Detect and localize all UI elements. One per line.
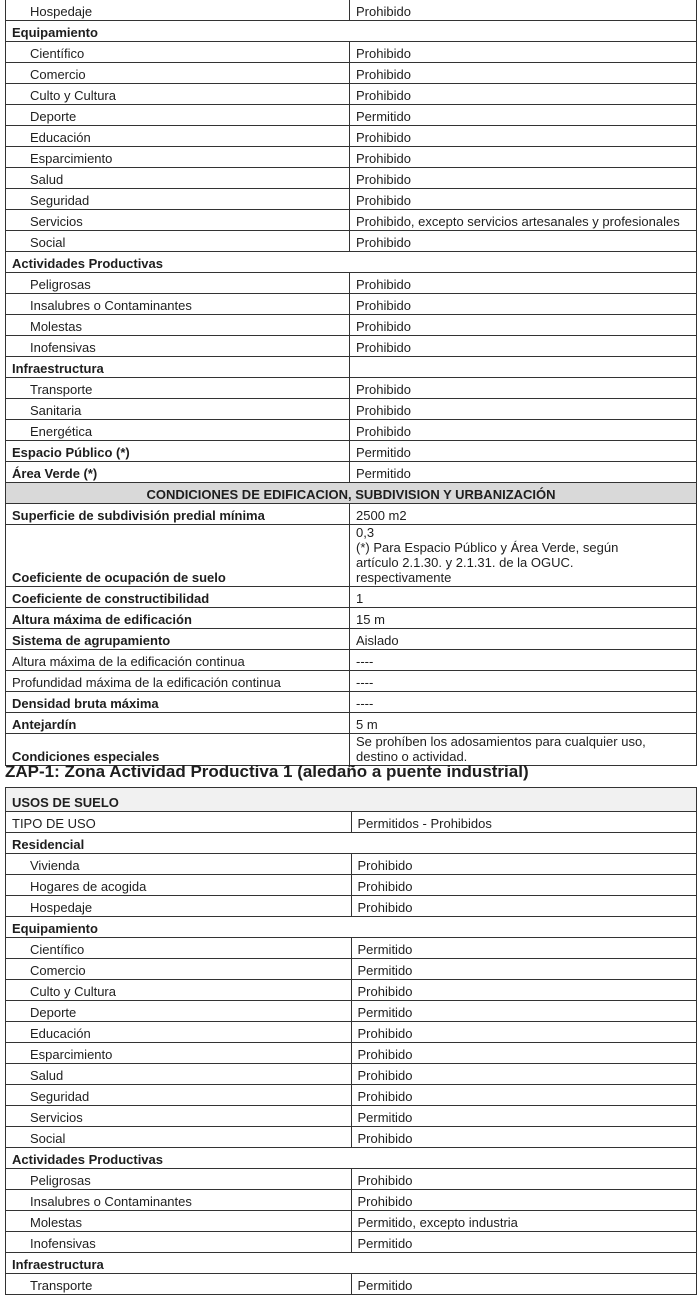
row-label: Insalubres o Contaminantes (6, 294, 350, 315)
row-value: Prohibido (351, 1169, 697, 1190)
row-value: 5 m (350, 713, 697, 734)
row-label: Peligrosas (6, 1169, 352, 1190)
row-label: Infraestructura (6, 357, 350, 378)
row-value: 2500 m2 (350, 504, 697, 525)
row-value: Permitido (351, 1232, 697, 1253)
row-value: Prohibido (350, 315, 697, 336)
table-row-insalubres-o-contaminantes (6, 294, 697, 315)
table-row-servicios (6, 1106, 697, 1127)
row-label: Hospedaje (6, 896, 352, 917)
table-row-transporte (6, 378, 697, 399)
row-value: Prohibido, excepto servicios artesanales y profesionales (350, 210, 697, 231)
row-value: Prohibido (350, 399, 697, 420)
table-row-deporte (6, 1001, 697, 1022)
table-row-profundidad-maxima-de-la-edificacion-continua (6, 671, 697, 692)
row-label: Educación (6, 1022, 352, 1043)
zone-title: ZAP-1: Zona Actividad Productiva 1 (aledaño a puente industrial) (5, 762, 529, 781)
row-label: Seguridad (6, 189, 350, 210)
row-value: Prohibido (350, 168, 697, 189)
section-heading: Residencial (6, 833, 697, 854)
row-label: Espacio Público (*) (6, 441, 350, 462)
row-label: Culto y Cultura (6, 980, 352, 1001)
row-value: Prohibido (350, 147, 697, 168)
row-value: Prohibido (350, 63, 697, 84)
row-label: Culto y Cultura (6, 84, 350, 105)
row-label: Hospedaje (6, 0, 350, 21)
row-label: Deporte (6, 1001, 352, 1022)
row-value: 1 (350, 587, 697, 608)
section-heading: Infraestructura (6, 1253, 697, 1274)
row-label: Insalubres o Contaminantes (6, 1190, 352, 1211)
table-row-vivienda (6, 854, 697, 875)
row-label: Esparcimiento (6, 147, 350, 168)
row-label: Sanitaria (6, 399, 350, 420)
table-row-esparcimiento (6, 1043, 697, 1064)
table-row-altura-maxima-de-edificacion (6, 608, 697, 629)
table-row-educacion (6, 126, 697, 147)
row-value: Prohibido (350, 84, 697, 105)
row-value: Permitido (351, 938, 697, 959)
table-row-peligrosas (6, 273, 697, 294)
table-row-tipo-de-uso (6, 812, 697, 833)
row-value: Permitido (351, 959, 697, 980)
row-value: Prohibido (351, 854, 697, 875)
table-row-comercio (6, 63, 697, 84)
section-heading: Equipamiento (6, 21, 697, 42)
row-label: Altura máxima de edificación (6, 608, 350, 629)
table-row-cientifico (6, 42, 697, 63)
section-heading: Actividades Productivas (6, 252, 697, 273)
table-row-servicios (6, 210, 697, 231)
row-label: Transporte (6, 1274, 352, 1295)
row-value: Se prohíben los adosamientos para cualquier uso, destino o actividad. (350, 734, 697, 766)
table-row-culto-y-cultura (6, 980, 697, 1001)
row-value (350, 357, 697, 378)
row-value: Prohibido (351, 980, 697, 1001)
row-label: Deporte (6, 105, 350, 126)
row-label: Científico (6, 42, 350, 63)
table-row-altura-maxima-de-la-edificacion-continua (6, 650, 697, 671)
row-label: Altura máxima de la edificación continua (6, 650, 350, 671)
row-value: Prohibido (351, 896, 697, 917)
table-row-transporte (6, 1274, 697, 1295)
table-row-condiciones-de-edificacion-subdivision-y-urbanizacion (6, 483, 697, 504)
row-label: Transporte (6, 378, 350, 399)
row-value: Prohibido (350, 336, 697, 357)
row-label: Servicios (6, 210, 350, 231)
row-label: Comercio (6, 959, 352, 980)
table-row-hospedaje (6, 0, 697, 21)
table-row-esparcimiento (6, 147, 697, 168)
row-value: 15 m (350, 608, 697, 629)
row-value: Prohibido (351, 1190, 697, 1211)
table-row-comercio (6, 959, 697, 980)
row-label: Área Verde (*) (6, 462, 350, 483)
row-value: Aislado (350, 629, 697, 650)
table-row-residencial (6, 833, 697, 854)
table-row-peligrosas (6, 1169, 697, 1190)
table-row-infraestructura (6, 357, 697, 378)
table-row-actividades-productivas (6, 1148, 697, 1169)
row-label: Servicios (6, 1106, 352, 1127)
row-label: Densidad bruta máxima (6, 692, 350, 713)
table-row-coeficiente-de-ocupacion-de-suelo (6, 525, 697, 587)
row-value: Prohibido (350, 273, 697, 294)
row-label: Científico (6, 938, 352, 959)
row-label: Esparcimiento (6, 1043, 352, 1064)
row-label: Condiciones especiales (6, 734, 350, 766)
table-row-equipamiento (6, 917, 697, 938)
row-label: Peligrosas (6, 273, 350, 294)
table-row-social (6, 1127, 697, 1148)
row-label: Coeficiente de constructibilidad (6, 587, 350, 608)
row-value: Prohibido (350, 420, 697, 441)
row-value: Prohibido (350, 294, 697, 315)
row-value: Prohibido (350, 0, 697, 21)
row-label: Inofensivas (6, 1232, 352, 1253)
table-row-sanitaria (6, 399, 697, 420)
row-value: Prohibido (350, 42, 697, 63)
table-row-salud (6, 1064, 697, 1085)
row-label: Salud (6, 168, 350, 189)
row-value: Prohibido (351, 875, 697, 896)
row-label: Salud (6, 1064, 352, 1085)
row-value: ---- (350, 692, 697, 713)
table-row-equipamiento (6, 21, 697, 42)
table-row-condiciones-especiales (6, 734, 697, 766)
row-label: Molestas (6, 1211, 352, 1232)
table-row-energetica (6, 420, 697, 441)
table-row-molestas (6, 1211, 697, 1232)
row-label: Social (6, 231, 350, 252)
row-label: Seguridad (6, 1085, 352, 1106)
row-value: Permitido (351, 1001, 697, 1022)
zone-conditions-table (5, 0, 697, 766)
table-row-usos-de-suelo (6, 788, 697, 812)
row-value: Permitido (351, 1274, 697, 1295)
row-value (350, 525, 697, 587)
section-banner: CONDICIONES DE EDIFICACION, SUBDIVISION Y URBANIZACIÓN (6, 483, 697, 504)
table-row-coeficiente-de-constructibilidad (6, 587, 697, 608)
row-value: Prohibido (351, 1085, 697, 1106)
row-label: Energética (6, 420, 350, 441)
table-row-inofensivas (6, 1232, 697, 1253)
table-row-social (6, 231, 697, 252)
section-banner: USOS DE SUELO (6, 788, 697, 812)
row-value: Permitido (350, 462, 697, 483)
table-row-insalubres-o-contaminantes (6, 1190, 697, 1211)
table-row-hogares-de-acogida (6, 875, 697, 896)
row-value: Prohibido (350, 189, 697, 210)
table-row-antejardin (6, 713, 697, 734)
table-row-sistema-de-agrupamiento (6, 629, 697, 650)
row-value: Prohibido (350, 231, 697, 252)
table-row-hospedaje (6, 896, 697, 917)
table-row-deporte (6, 105, 697, 126)
row-label: Molestas (6, 315, 350, 336)
table-row-densidad-bruta-maxima (6, 692, 697, 713)
row-label: Sistema de agrupamiento (6, 629, 350, 650)
row-value: ---- (350, 650, 697, 671)
row-value: Prohibido (351, 1064, 697, 1085)
row-value: Prohibido (350, 378, 697, 399)
table-row-culto-y-cultura (6, 84, 697, 105)
row-label: Vivienda (6, 854, 352, 875)
row-label: Comercio (6, 63, 350, 84)
row-label: TIPO DE USO (6, 812, 352, 833)
table-row-infraestructura (6, 1253, 697, 1274)
row-value: Permitido (350, 441, 697, 462)
row-label: Antejardín (6, 713, 350, 734)
row-label: Coeficiente de ocupación de suelo (6, 525, 350, 587)
table-row-seguridad (6, 1085, 697, 1106)
row-value: Permitido (350, 105, 697, 126)
row-label: Inofensivas (6, 336, 350, 357)
row-value: Prohibido (351, 1022, 697, 1043)
zap1-land-use-table (5, 787, 697, 1295)
row-value: Prohibido (351, 1127, 697, 1148)
row-label: Superficie de subdivisión predial mínima (6, 504, 350, 525)
table-row-actividades-productivas (6, 252, 697, 273)
table-row-educacion (6, 1022, 697, 1043)
table-row-molestas (6, 315, 697, 336)
row-label: Hogares de acogida (6, 875, 352, 896)
value-text: 0,3 (356, 525, 375, 540)
row-value: Prohibido (351, 1043, 697, 1064)
row-value: Permitido (351, 1106, 697, 1127)
section-heading: Actividades Productivas (6, 1148, 697, 1169)
row-value: ---- (350, 671, 697, 692)
table-row-salud (6, 168, 697, 189)
section-heading: Equipamiento (6, 917, 697, 938)
table-row-superficie-de-subdivision-predial-minima (6, 504, 697, 525)
table-row-espacio-publico (6, 441, 697, 462)
table-row-seguridad (6, 189, 697, 210)
value-note: (*) Para Espacio Público y Área Verde, según artículo 2.1.30. y 2.1.31. de la OGUC. respectivamente (356, 540, 619, 585)
row-label: Social (6, 1127, 352, 1148)
table-row-inofensivas (6, 336, 697, 357)
row-value: Prohibido (350, 126, 697, 147)
row-label: Profundidad máxima de la edificación continua (6, 671, 350, 692)
table-row-area-verde (6, 462, 697, 483)
table-row-cientifico (6, 938, 697, 959)
row-value: Permitidos - Prohibidos (351, 812, 697, 833)
row-label: Educación (6, 126, 350, 147)
row-value: Permitido, excepto industria (351, 1211, 697, 1232)
